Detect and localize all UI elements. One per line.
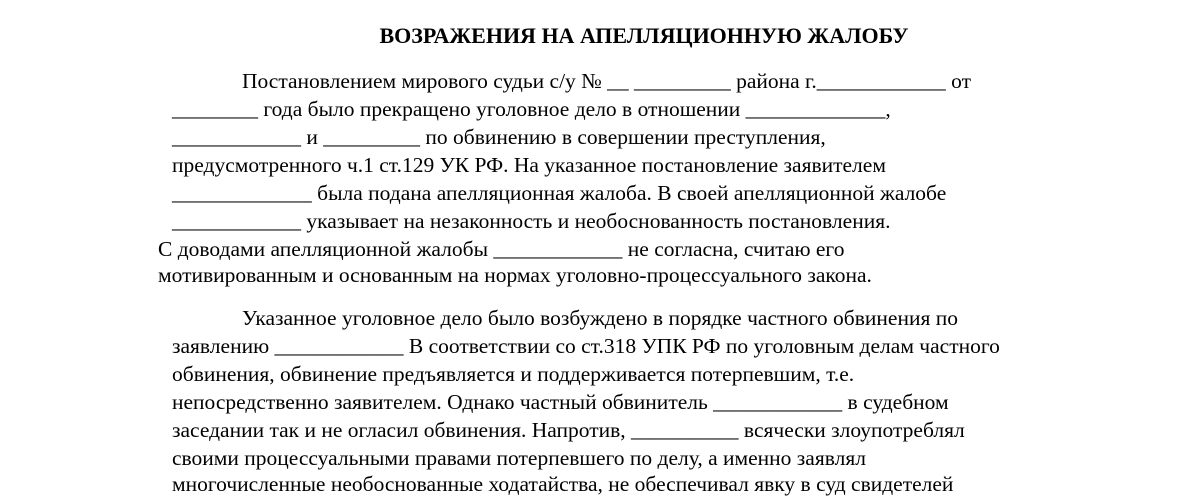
text-line: ________ года было прекращено уголовное дело в отношении _____________, [172,97,891,121]
text-line: Постановлением мирового судьи с/у № __ _________ района г.____________ от [242,69,972,93]
text-line: С доводами апелляционной жалобы ____________ не согласна, считаю его [158,237,845,261]
text-line: ____________ и _________ по обвинению в совершении преступления, [172,125,826,149]
text-line: _____________ была подана апелляционная жалоба. В своей апелляционной жалобе [172,181,947,205]
text-line: многочисленные необоснованные ходатайства, не обеспечивал явку в суд свидетелей [172,472,954,496]
text-line: предусмотренного ч.1 ст.129 УК РФ. На указанное постановление заявителем [172,153,886,177]
document-title: ВОЗРАЖЕНИЯ НА АПЕЛЛЯЦИОННУЮ ЖАЛОБУ [379,23,909,48]
text-line: своими процессуальными правами потерпевшего по делу, а именно заявлял [172,446,866,470]
text-line: заседании так и не огласил обвинения. Напротив, __________ всячески злоупотреблял [172,418,965,442]
text-line: ____________ указывает на незаконность и необоснованность постановления. [172,209,891,233]
text-line: непосредственно заявителем. Однако частный обвинитель ____________ в судебном [172,390,949,414]
text-line: обвинения, обвинение предъявляется и поддерживается потерпевшим, т.е. [172,362,855,386]
text-line: мотивированным и основанным на нормах уголовно-процессуального закона. [158,263,872,287]
text-line: заявлению ____________ В соответствии со ст.318 УПК РФ по уголовным делам частного [172,334,1000,358]
text-line: Указанное уголовное дело было возбуждено в порядке частного обвинения по [242,306,958,330]
